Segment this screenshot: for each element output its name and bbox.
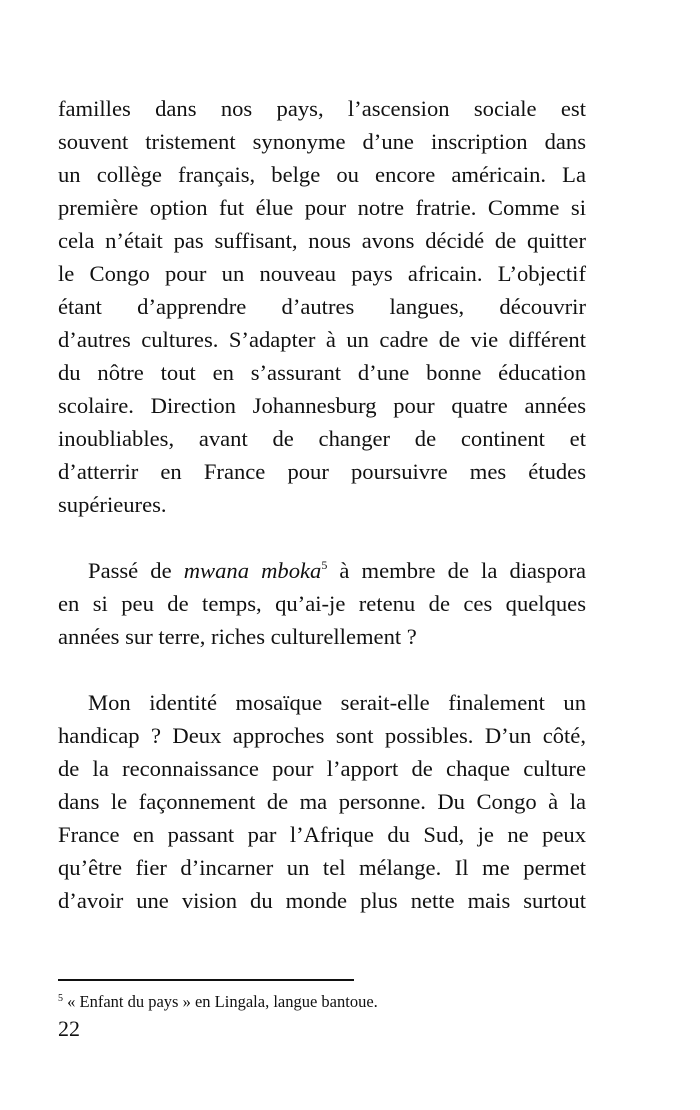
footnote-text: « Enfant du pays » en Lingala, langue bantoue.: [63, 992, 378, 1011]
text-line: [58, 554, 586, 587]
text-line: inoubliables, avant de changer de continent et: [58, 426, 586, 451]
text-line: en si peu de temps, qu’ai-je retenu de ces quelques: [58, 591, 586, 616]
text-line: années sur terre, riches culturellement ?: [58, 624, 417, 649]
italic-term: mwana mboka: [183, 558, 322, 583]
text-fragment: à membre de la diaspora: [327, 558, 586, 583]
text-line: du nôtre tout en s’assurant d’une bonne éducation: [58, 360, 586, 385]
text-line: d’autres cultures. S’adapter à un cadre de vie différent: [58, 327, 586, 352]
text-line: familles dans nos pays, l’ascension sociale est: [58, 96, 586, 121]
page-number: 22: [58, 1016, 80, 1041]
paragraph-gap: [58, 521, 586, 554]
text-line: dans le façonnement de ma personne. Du Congo à la: [58, 789, 586, 814]
text-line: le Congo pour un nouveau pays africain. L’objectif: [58, 261, 586, 286]
page-body: [58, 92, 586, 917]
footnote: [58, 992, 378, 1012]
text-line: France en passant par l’Afrique du Sud, je ne peux: [58, 822, 586, 847]
text-line: qu’être fier d’incarner un tel mélange. Il me permet: [58, 855, 586, 880]
paragraph-3: [58, 686, 586, 917]
text-line: Mon identité mosaïque serait-elle finalement un: [88, 690, 586, 715]
paragraph-1: [58, 92, 586, 521]
text-line: d’avoir une vision du monde plus nette mais surtout: [58, 888, 586, 913]
text-line: handicap ? Deux approches sont possibles. D’un côté,: [58, 723, 586, 748]
text-line: supérieures.: [58, 492, 167, 517]
footnote-marker: 5: [58, 993, 63, 1004]
text-line: étant d’apprendre d’autres langues, découvrir: [58, 294, 586, 319]
text-line: scolaire. Direction Johannesburg pour quatre années: [58, 393, 586, 418]
text-line: d’atterrir en France pour poursuivre mes études: [58, 459, 586, 484]
footnote-separator: [58, 979, 354, 981]
paragraph-2: [58, 554, 586, 653]
text-line: de la reconnaissance pour l’apport de chaque culture: [58, 756, 586, 781]
text-fragment: Passé de: [88, 558, 184, 583]
text-line: souvent tristement synonyme d’une inscription dans: [58, 129, 586, 154]
text-line: première option fut élue pour notre fratrie. Comme si: [58, 195, 586, 220]
paragraph-gap: [58, 653, 586, 686]
text-line: cela n’était pas suffisant, nous avons décidé de quitter: [58, 228, 586, 253]
footnote-reference: 5: [321, 558, 328, 572]
text-line: un collège français, belge ou encore américain. La: [58, 162, 586, 187]
